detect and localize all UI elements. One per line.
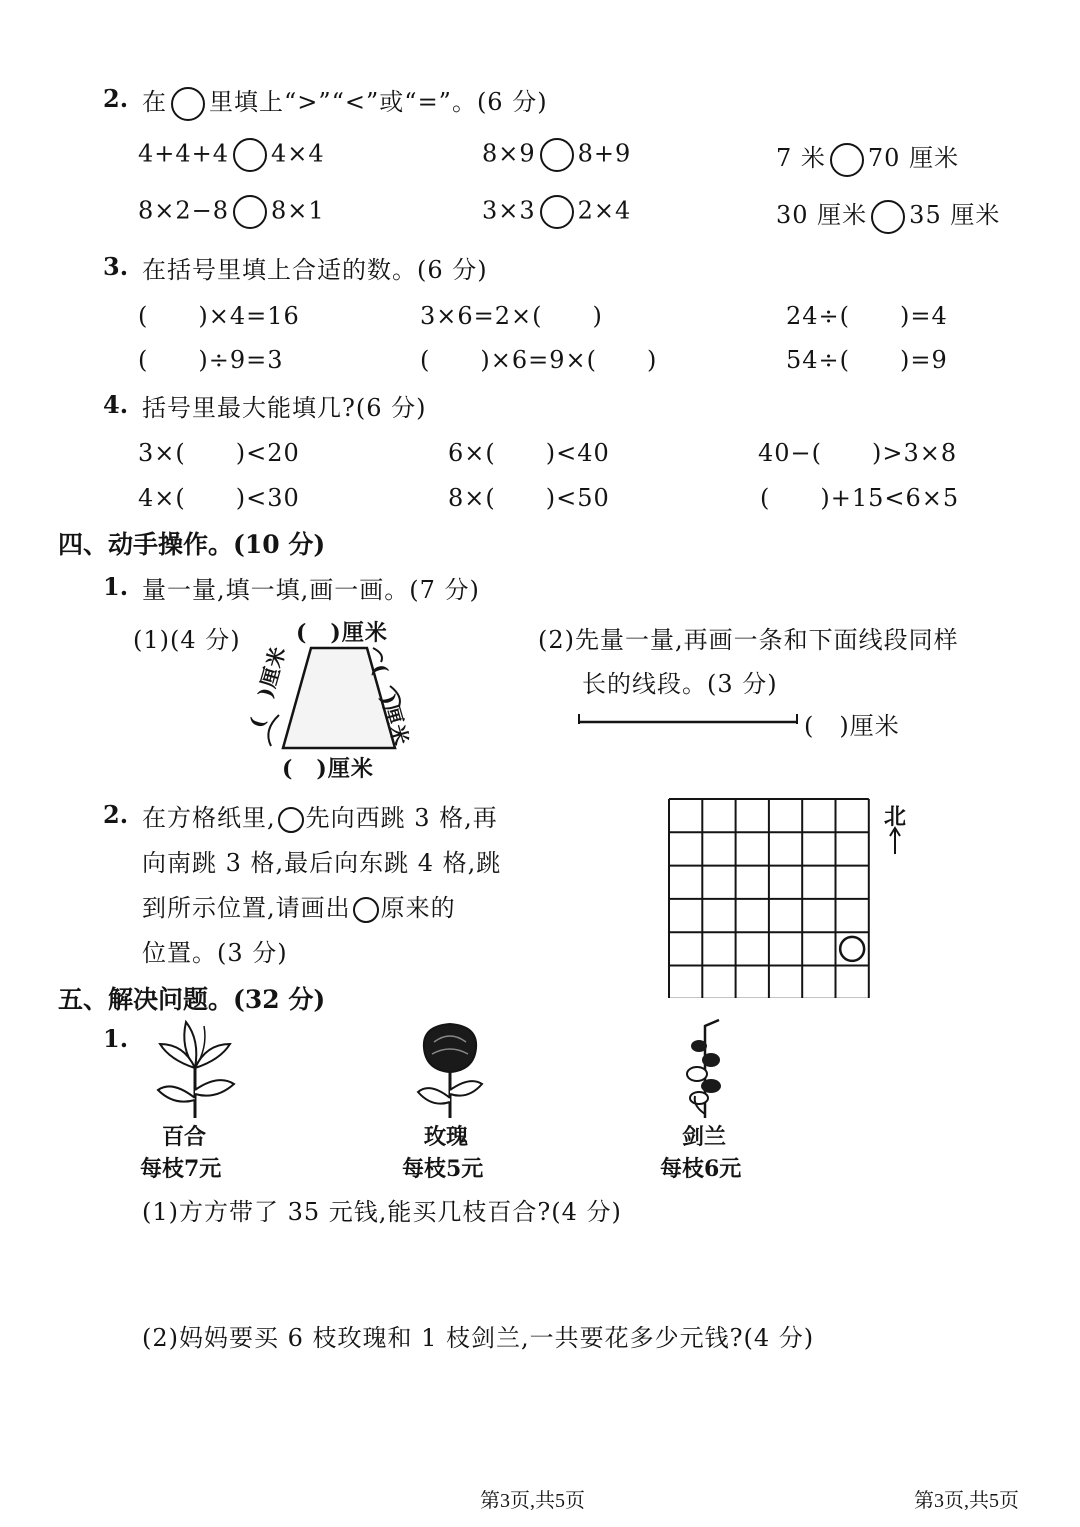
q2-right: 2×4 — [577, 196, 632, 225]
flower-name: 剑兰 — [682, 1124, 727, 1150]
q2-item — [482, 138, 631, 172]
fill-blank-item[interactable]: 8×( )<50 — [448, 484, 610, 512]
segment-length-label[interactable]: ( )厘米 — [804, 712, 900, 740]
q2-item — [482, 195, 631, 229]
s4q1-part1-label: (1)(4 分) — [133, 626, 241, 654]
fill-blank-item[interactable]: 3×( )<20 — [138, 439, 300, 467]
s4q2-line3-pre: 到所示位置,请画出 — [142, 894, 351, 922]
s4q1-part2-line2: 长的线段。(3 分) — [582, 670, 778, 698]
fill-blank-item[interactable]: 6×( )<40 — [448, 439, 610, 467]
flower-price: 每枝5元 — [402, 1156, 484, 1182]
s5q1-number: 1. — [103, 1024, 129, 1053]
fill-blank-item[interactable]: ( )+15<6×5 — [760, 484, 960, 512]
q4-number: 4. — [103, 390, 129, 419]
lily-icon — [150, 1018, 240, 1123]
circle-icon — [278, 807, 304, 833]
q2-left: 4+4+4 — [138, 139, 230, 168]
q2-right: 70 厘米 — [867, 144, 960, 172]
fill-blank-item[interactable]: 24÷( )=4 — [786, 302, 948, 330]
s4q2-line1 — [142, 798, 498, 833]
fill-blank-item[interactable]: 3×6=2×( ) — [420, 302, 603, 330]
s4q2-line1-post: 先向西跳 3 格,再 — [305, 804, 498, 832]
blank-circle-icon — [171, 87, 205, 121]
fill-blank-item[interactable]: ( )×6=9×( ) — [420, 346, 658, 374]
grid-paper[interactable] — [666, 796, 872, 998]
s4q2-line3 — [142, 888, 456, 923]
north-arrow-icon — [888, 826, 902, 856]
fill-blank-item[interactable]: ( )×4=16 — [138, 302, 300, 330]
q2-title-post: 里填上“>”“<”或“=”。(6 分) — [209, 88, 548, 116]
q4-title: 括号里最大能填几?(6 分) — [142, 394, 427, 422]
trapezoid-left-label[interactable]: ( )厘米 — [244, 643, 291, 731]
s4q1-title: 量一量,填一填,画一画。(7 分) — [142, 576, 480, 604]
q3-title: 在括号里填上合适的数。(6 分) — [142, 256, 488, 284]
trapezoid-bottom-label[interactable]: ( )厘米 — [282, 756, 374, 782]
s5q1-sub1: (1)方方带了 35 元钱,能买几枝百合?(4 分) — [142, 1198, 622, 1226]
flower-price: 每枝6元 — [660, 1156, 742, 1182]
q2-right: 4×4 — [271, 139, 325, 168]
line-segment — [575, 710, 805, 730]
compare-circle-input[interactable] — [540, 138, 574, 172]
flower-name: 百合 — [162, 1124, 207, 1150]
q2-right: 8×1 — [271, 196, 325, 225]
q2-right: 35 厘米 — [909, 201, 1001, 229]
footer-page-left: 第3页,共5页 — [480, 1490, 585, 1512]
s4q2-line1-pre: 在方格纸里, — [142, 804, 276, 832]
q2-left: 7 米 — [776, 144, 826, 172]
q2-title-pre: 在 — [142, 88, 167, 116]
q2-item — [138, 138, 325, 172]
q2-left: 30 厘米 — [776, 201, 868, 229]
s4q2-number: 2. — [103, 800, 129, 829]
s4q2-line4: 位置。(3 分) — [142, 939, 288, 967]
q2-item — [776, 195, 1000, 234]
q2-number: 2. — [103, 84, 129, 113]
q2-item — [776, 138, 959, 177]
flower-name: 玫瑰 — [424, 1124, 469, 1150]
fill-blank-item[interactable]: 40−( )>3×8 — [758, 439, 958, 467]
trapezoid-top-label[interactable]: ( )厘米 — [296, 620, 388, 646]
rose-icon — [410, 1018, 490, 1123]
right-bracket-top — [373, 648, 382, 662]
flower-price: 每枝7元 — [140, 1156, 222, 1182]
fill-blank-item[interactable]: 54÷( )=9 — [786, 346, 948, 374]
trapezoid-right-label[interactable]: ( )厘米 — [367, 661, 414, 749]
q2-left: 8×2−8 — [138, 196, 230, 225]
s4q1-part2-line1: (2)先量一量,再画一条和下面线段同样 — [538, 626, 959, 654]
circle-icon — [353, 897, 379, 923]
s4q1-number: 1. — [103, 572, 129, 601]
s4q2-line3-post: 原来的 — [380, 894, 456, 922]
q2-left: 8×9 — [482, 139, 536, 168]
compare-circle-input[interactable] — [830, 143, 864, 177]
compare-circle-input[interactable] — [233, 195, 267, 229]
footer-page-right: 第3页,共5页 — [914, 1490, 1019, 1512]
q2-title — [142, 82, 548, 121]
q2-right: 8+9 — [577, 139, 632, 168]
s4q2-line2: 向南跳 3 格,最后向东跳 4 格,跳 — [142, 849, 502, 877]
section4-title: 四、动手操作。(10 分) — [58, 530, 326, 559]
section5-title: 五、解决问题。(32 分) — [58, 985, 326, 1014]
gladiolus-icon — [675, 1018, 735, 1123]
fill-blank-item[interactable]: ( )÷9=3 — [138, 346, 284, 374]
compare-circle-input[interactable] — [233, 138, 267, 172]
q2-left: 3×3 — [482, 196, 536, 225]
north-label: 北 — [884, 804, 907, 830]
fill-blank-item[interactable]: 4×( )<30 — [138, 484, 300, 512]
q3-number: 3. — [103, 252, 129, 281]
compare-circle-input[interactable] — [540, 195, 574, 229]
q2-item — [138, 195, 325, 229]
target-circle-icon — [840, 937, 864, 961]
s5q1-sub2: (2)妈妈要买 6 枝玫瑰和 1 枝剑兰,一共要花多少元钱?(4 分) — [142, 1324, 815, 1352]
compare-circle-input[interactable] — [871, 200, 905, 234]
